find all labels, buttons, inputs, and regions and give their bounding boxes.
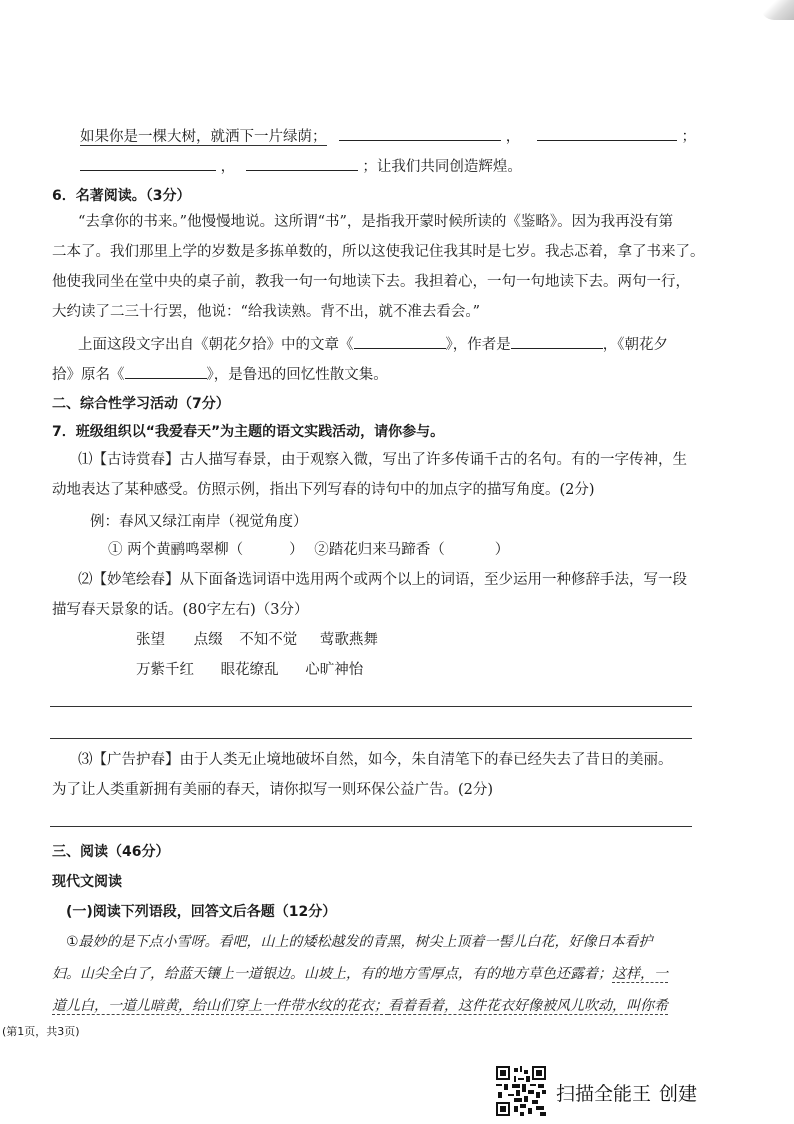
part-1-heading: (一)阅读下列语段，回答文后各题（12分） bbox=[66, 904, 337, 920]
word-bank-item: 点缀 bbox=[193, 632, 223, 648]
q6-heading: 6．名著阅读。（3分） bbox=[52, 188, 191, 204]
q6-passage-line: 大约读了二三十行罢，他说：“给我读熟。背不出，就不准去看会。” bbox=[52, 304, 481, 320]
q5-line-1: 如果你是一棵大树，就洒下一片绿荫； ， ； bbox=[80, 126, 696, 147]
word-bank-item: 莺歌燕舞 bbox=[319, 632, 378, 648]
word-bank-item: 张望 bbox=[136, 632, 165, 648]
q6-passage-line: “去拿你的书来。”他慢慢地说。这所谓“书”，是指我开蒙时候所读的《鉴略》。因为我再没有第 bbox=[78, 214, 674, 230]
scanner-watermark bbox=[556, 1079, 697, 1106]
q7-heading: 7．班级组织以“我爱春天”为主题的语文实践活动，请你参与。 bbox=[52, 424, 445, 440]
word-bank-item: 不知不觉 bbox=[239, 632, 298, 648]
word-bank-row-2 bbox=[136, 660, 363, 680]
modern-reading-heading: 现代文阅读 bbox=[52, 874, 122, 890]
answer-blank[interactable] bbox=[339, 126, 501, 141]
answer-blank[interactable] bbox=[354, 334, 446, 349]
word-bank-item: 心旷神怡 bbox=[305, 662, 364, 678]
answer-line[interactable] bbox=[50, 738, 692, 739]
page-corner-fold bbox=[760, 0, 794, 20]
q5-line-2: ， ；让我们共同创造辉煌。 bbox=[80, 156, 522, 177]
word-bank-item: 眼花缭乱 bbox=[220, 662, 279, 678]
answer-blank[interactable] bbox=[246, 156, 358, 171]
section-3-heading: 三、阅读（46分） bbox=[52, 844, 170, 860]
q7-1-items: ① 两个黄鹂鸣翠柳（ ） ②踏花归来马蹄香（ ） bbox=[108, 542, 510, 558]
q5-closing-text: ；让我们共同创造辉煌。 bbox=[362, 159, 522, 175]
q7-2-text: 描写春天景象的话。(80字左右)（3分） bbox=[52, 602, 309, 618]
page-number: (第1页，共3页) bbox=[2, 1025, 80, 1038]
reading-paragraph-line: ①最妙的是下点小雪呀。看吧，山上的矮松越发的青黑，树尖上顶着一髻儿白花，好像日本看护 bbox=[66, 934, 653, 950]
q6-question-line-1: 上面这段文字出自《朝花夕拾》中的文章《 》，作者是 ，《朝花夕 bbox=[78, 334, 668, 355]
q7-1-example: 例：春风又绿江南岸（视觉角度） bbox=[90, 514, 308, 530]
q6-passage-line: 二本了。我们那里上学的岁数是多拣单数的，所以这使我记住我其时是七岁。我忐忑着，拿了书来了。 bbox=[52, 244, 705, 260]
answer-blank[interactable] bbox=[537, 126, 677, 141]
underlined-phrase: 看着看着，这件花衣好像被风儿吹动，叫你希 bbox=[388, 998, 668, 1014]
section-2-heading: 二、综合性学习活动（7分） bbox=[52, 396, 230, 412]
q7-3-text: 为了让人类重新拥有美丽的春天，请你拟写一则环保公益广告。(2分) bbox=[52, 782, 494, 798]
answer-blank[interactable] bbox=[511, 334, 603, 349]
answer-blank[interactable] bbox=[80, 156, 216, 171]
underlined-phrase: 这样，一 bbox=[612, 966, 668, 982]
answer-blank[interactable] bbox=[125, 364, 207, 379]
q7-3-text: ⑶【广告护春】由于人类无止境地破坏自然，如今，朱自清笔下的春已经失去了昔日的美丽。 bbox=[78, 752, 673, 768]
q5-example-text: 如果你是一棵大树，就洒下一片绿荫； bbox=[80, 129, 327, 145]
underlined-phrase: 道儿白，一道儿暗黄，给山们穿上一件带水纹的花衣； bbox=[52, 998, 388, 1014]
scan-footer-area bbox=[0, 1024, 794, 1074]
watermark-app-name: 扫描全能王 bbox=[556, 1083, 652, 1105]
qr-code-icon bbox=[496, 1066, 546, 1116]
q7-1-text: ⑴【古诗赏春】古人描写春景，由于观察入微，写出了许多传诵千古的名句。有的一字传神，生 bbox=[78, 452, 687, 468]
reading-paragraph-line bbox=[52, 996, 668, 1016]
word-bank-item: 万紫千红 bbox=[136, 662, 194, 678]
q7-1-text: 动地表达了某种感受。仿照示例，指出下列写春的诗句中的加点字的描写角度。(2分) bbox=[52, 482, 595, 498]
reading-paragraph-line: 妇。山尖全白了，给蓝天镶上一道银边。山坡上，有的地方雪厚点，有的地方草色还露着；这样，一 bbox=[52, 966, 668, 982]
q7-2-text: ⑵【妙笔绘春】从下面备选词语中选用两个或两个以上的词语，至少运用一种修辞手法，写一段 bbox=[78, 572, 687, 588]
answer-line[interactable] bbox=[50, 706, 692, 707]
q6-question-line-2: 拾》原名《 》，是鲁迅的回忆性散文集。 bbox=[52, 364, 388, 385]
answer-line[interactable] bbox=[50, 826, 692, 827]
watermark-action: 创建 bbox=[659, 1083, 698, 1105]
q6-passage-line: 他使我同坐在堂中央的桌子前，教我一句一句地读下去。我担着心，一句一句地读下去。两句一行， bbox=[52, 274, 690, 290]
word-bank-row-1 bbox=[136, 630, 378, 650]
